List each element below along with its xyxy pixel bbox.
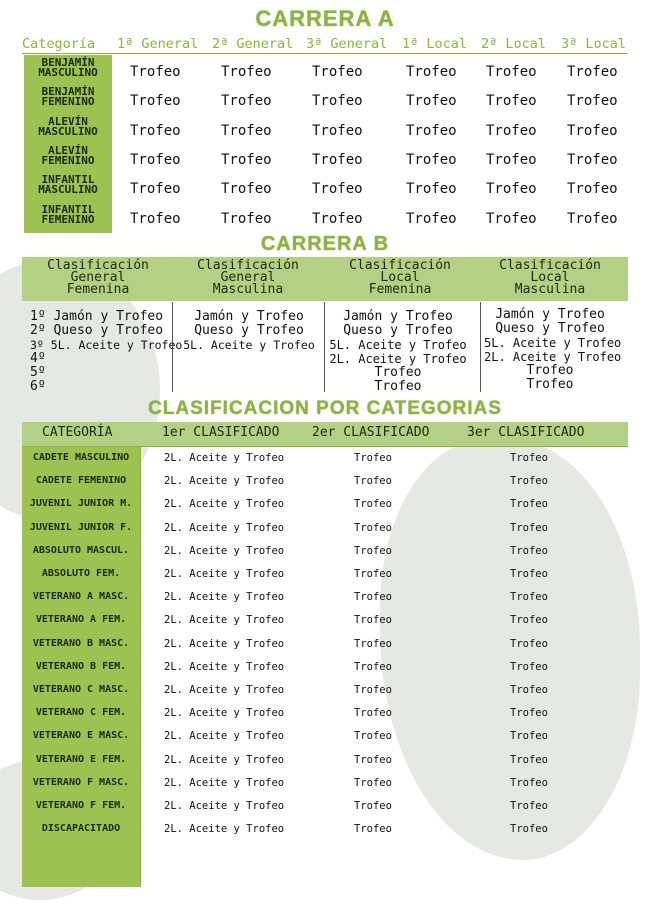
header-1er-clasificado: 1er CLASIFICADO: [162, 425, 280, 440]
carrera-b-title: CARRERA B: [260, 233, 390, 255]
prize-cell: Trofeo: [221, 181, 272, 198]
prize-cell: Trofeo: [510, 730, 548, 743]
prize-cell: Trofeo: [510, 637, 548, 650]
prize-cell: 2L. Aceite y Trofeo: [164, 684, 285, 696]
category-label: VETERANO B MASC.: [32, 637, 130, 649]
prize-cell: Trofeo: [510, 823, 548, 836]
list-item: Queso y Trofeo: [495, 321, 605, 336]
category-label: INFANTIL MASCULINO: [38, 173, 98, 197]
prize-cell: 2L. Aceite y Trofeo: [164, 498, 285, 511]
table-row: [24, 56, 628, 85]
category-label: VETERANO F MASC.: [32, 776, 130, 788]
header-1-general: 1ª General: [117, 36, 199, 52]
prize-cell: Trofeo: [406, 151, 457, 168]
prize-cell: 2L. Aceite y Trofeo: [164, 568, 285, 580]
category-label: CADETE FEMENINO: [35, 475, 127, 487]
table-row: [22, 656, 628, 679]
prize-cell: Trofeo: [406, 64, 457, 80]
prize-cell: 2L. Aceite y Trofeo: [164, 521, 285, 534]
prize-cell: Trofeo: [510, 684, 548, 696]
prize-cell: Trofeo: [312, 210, 363, 227]
prize-cell: Trofeo: [510, 475, 548, 488]
carrera-a-divider: [22, 53, 628, 54]
table-row: [24, 203, 628, 232]
list-item: 5L. Aceite y Trofeo: [183, 338, 315, 352]
prize-cell: Trofeo: [406, 181, 457, 198]
prize-cell: Trofeo: [510, 568, 548, 580]
prize-cell: Trofeo: [510, 498, 548, 511]
prize-cell: Trofeo: [354, 452, 392, 464]
category-label: VETERANO B FEM.: [35, 660, 127, 672]
prize-cell: Trofeo: [510, 521, 548, 534]
prize-cell: Trofeo: [354, 684, 392, 696]
prize-cell: 2L. Aceite y Trofeo: [164, 707, 285, 720]
category-label: INFANTIL FEMENINO: [41, 202, 95, 226]
prize-cell: Trofeo: [130, 210, 181, 227]
table-row: [22, 517, 628, 540]
prize-cell: Trofeo: [221, 93, 272, 110]
list-item: Trofeo: [526, 377, 574, 392]
prize-cell: Trofeo: [486, 210, 537, 227]
prize-cell: Trofeo: [406, 210, 457, 227]
header-general-masculina: Clasificación General Masculina: [197, 258, 299, 297]
list-item: Trofeo: [526, 363, 574, 378]
list-item: 2L. Aceite y Trofeo: [329, 352, 467, 366]
prize-cell: Trofeo: [567, 122, 618, 139]
prize-cell: Trofeo: [567, 64, 618, 80]
list-item: 6º: [30, 379, 46, 394]
carrera-b-col-general-femenina: [30, 310, 182, 394]
prize-cell: Trofeo: [354, 660, 392, 673]
prize-cell: Trofeo: [567, 181, 618, 198]
category-label: VETERANO C FEM.: [35, 707, 127, 719]
list-item: Jamón y Trofeo: [495, 307, 605, 322]
prize-cell: Trofeo: [221, 64, 272, 80]
prize-cell: Trofeo: [354, 730, 392, 743]
header-2-general: 2ª General: [212, 36, 294, 52]
prize-cell: Trofeo: [510, 753, 548, 766]
prize-cell: Trofeo: [354, 568, 392, 580]
prize-cell: Trofeo: [354, 521, 392, 534]
category-label: JUVENIL JUNIOR M.: [29, 498, 133, 510]
prize-cell: Trofeo: [354, 498, 392, 511]
prize-cell: Trofeo: [130, 122, 181, 139]
prize-cell: Trofeo: [510, 776, 548, 789]
prize-cell: Trofeo: [510, 614, 548, 627]
category-label: VETERANO A FEM.: [35, 614, 127, 626]
prize-cell: Trofeo: [510, 544, 548, 557]
prize-cell: Trofeo: [510, 591, 548, 604]
category-label: DISCAPACITADO: [41, 823, 121, 835]
table-row: [22, 772, 628, 795]
prize-cell: Trofeo: [354, 800, 392, 812]
prize-cell: Trofeo: [354, 475, 392, 488]
list-item: 4º: [30, 351, 46, 366]
list-item: 2L. Aceite y Trofeo: [484, 350, 622, 364]
table-row: [22, 540, 628, 563]
carrera-b-header: [22, 257, 628, 301]
prize-cell: Trofeo: [354, 544, 392, 557]
prize-cell: 2L. Aceite y Trofeo: [164, 475, 285, 488]
prize-cell: Trofeo: [221, 210, 272, 227]
prize-cell: Trofeo: [406, 93, 457, 110]
table-row: [22, 818, 628, 841]
prize-cell: 2L. Aceite y Trofeo: [164, 753, 285, 766]
prize-cell: Trofeo: [510, 452, 548, 464]
prize-cell: Trofeo: [130, 93, 181, 110]
prize-cell: 2L. Aceite y Trofeo: [164, 823, 285, 836]
header-2-local: 2ª Local: [481, 36, 547, 52]
header-categoria: Categoría: [22, 36, 96, 52]
prize-cell: Trofeo: [221, 151, 272, 168]
table-row: [22, 586, 628, 609]
header-3er-clasificado: 3er CLASIFICADO: [467, 425, 585, 440]
list-item: 2º Queso y Trofeo: [30, 323, 164, 338]
prize-cell: Trofeo: [354, 614, 392, 627]
header-3-local: 3ª Local: [561, 36, 627, 52]
category-label: VETERANO C MASC.: [32, 684, 130, 695]
column-divider: [324, 302, 325, 392]
prize-cell: Trofeo: [510, 660, 548, 673]
list-item: Queso y Trofeo: [343, 323, 453, 338]
prize-cell: Trofeo: [486, 181, 537, 198]
carrera-a-title: CARRERA A: [255, 6, 395, 31]
category-label: VETERANO E MASC.: [32, 730, 130, 742]
prize-cell: Trofeo: [312, 93, 363, 110]
prize-cell: Trofeo: [312, 122, 363, 139]
prize-cell: Trofeo: [354, 823, 392, 836]
prize-cell: Trofeo: [567, 93, 618, 110]
category-label: ALEVÍN MASCULINO: [38, 114, 98, 138]
table-row: [22, 493, 628, 516]
category-label: VETERANO E FEM.: [35, 753, 127, 765]
carrera-a-header: [22, 36, 628, 54]
list-item: Trofeo: [374, 379, 422, 394]
header-3-general: 3ª General: [306, 36, 388, 52]
prize-cell: Trofeo: [312, 181, 363, 198]
header-1-local: 1ª Local: [402, 36, 468, 52]
category-label: ABSOLUTO MASCUL.: [32, 544, 130, 556]
prize-cell: Trofeo: [354, 591, 392, 604]
prize-cell: Trofeo: [486, 151, 537, 168]
prize-cell: Trofeo: [130, 64, 181, 80]
category-label: JUVENIL JUNIOR F.: [29, 521, 133, 533]
prize-cell: Trofeo: [130, 151, 181, 168]
category-label: BENJAMÍN FEMENINO: [41, 85, 95, 109]
prize-cell: Trofeo: [510, 800, 548, 812]
table-row: [22, 725, 628, 748]
table-row: [22, 679, 628, 702]
prize-cell: Trofeo: [486, 122, 537, 139]
category-label: ALEVÍN FEMENINO: [41, 143, 95, 167]
table-row: [22, 563, 628, 586]
prize-cell: Trofeo: [486, 64, 537, 80]
table-row: [22, 470, 628, 493]
prize-cell: Trofeo: [354, 637, 392, 650]
header-2er-clasificado: 2er CLASIFICADO: [312, 425, 430, 440]
table-row: [24, 115, 628, 144]
prize-cell: 2L. Aceite y Trofeo: [164, 591, 285, 604]
prize-cell: Trofeo: [130, 181, 181, 198]
prize-cell: 2L. Aceite y Trofeo: [164, 637, 285, 650]
prize-cell: 2L. Aceite y Trofeo: [164, 776, 285, 789]
prize-cell: 2L. Aceite y Trofeo: [164, 660, 285, 673]
list-item: Queso y Trofeo: [194, 323, 304, 338]
table-row: [22, 447, 628, 470]
header-categoria: CATEGORÍA: [42, 425, 113, 440]
prize-cell: Trofeo: [354, 707, 392, 720]
clasificacion-header: [22, 422, 628, 446]
category-label: ABSOLUTO FEM.: [41, 568, 121, 579]
table-row: [24, 85, 628, 114]
prize-cell: Trofeo: [354, 753, 392, 766]
carrera-b-col-local-masculina: [484, 307, 622, 392]
table-row: [22, 633, 628, 656]
prize-cell: 2L. Aceite y Trofeo: [164, 800, 285, 812]
prize-cell: Trofeo: [354, 776, 392, 789]
clasificacion-title: CLASIFICACION POR CATEGORIAS: [148, 398, 502, 419]
list-item: 1º Jamón y Trofeo: [30, 309, 164, 324]
list-item: 5L. Aceite y Trofeo: [329, 338, 467, 352]
prize-cell: Trofeo: [486, 93, 537, 110]
column-divider: [480, 302, 481, 392]
list-item: 5L. Aceite y Trofeo: [484, 336, 622, 350]
table-row: [22, 749, 628, 772]
prize-cell: Trofeo: [312, 64, 363, 80]
category-label: CADETE MASCULINO: [32, 452, 130, 463]
prize-cell: Trofeo: [221, 122, 272, 139]
prize-cell: 2L. Aceite y Trofeo: [164, 544, 285, 557]
prize-cell: 2L. Aceite y Trofeo: [164, 614, 285, 627]
header-general-femenina: Clasificación General Femenina: [47, 258, 149, 297]
prize-cell: Trofeo: [567, 151, 618, 168]
list-item: 5º: [30, 365, 46, 380]
header-local-femenina: Clasificación Local Femenina: [349, 258, 451, 297]
prize-cell: Trofeo: [567, 210, 618, 227]
table-row: [22, 702, 628, 725]
list-item: Jamón y Trofeo: [343, 309, 453, 324]
category-label: BENJAMÍN MASCULINO: [38, 56, 98, 79]
prize-cell: Trofeo: [312, 151, 363, 168]
list-item: Trofeo: [374, 365, 422, 380]
table-row: [22, 609, 628, 632]
carrera-b-col-general-masculina: [182, 310, 316, 352]
prize-cell: 2L. Aceite y Trofeo: [164, 730, 285, 743]
table-row: [22, 795, 628, 818]
table-row: [24, 173, 628, 202]
prize-cell: Trofeo: [510, 707, 548, 720]
prize-cell: Trofeo: [406, 122, 457, 139]
list-item: Jamón y Trofeo: [194, 309, 304, 324]
carrera-b-col-local-femenina: [328, 310, 468, 394]
table-row: [24, 144, 628, 173]
list-item: 3º 5L. Aceite y Trofeo: [30, 338, 183, 352]
category-label: VETERANO F FEM.: [35, 800, 127, 811]
category-label: VETERANO A MASC.: [32, 591, 130, 603]
prize-cell: 2L. Aceite y Trofeo: [164, 452, 285, 464]
header-local-masculina: Clasificación Local Masculina: [499, 258, 601, 297]
